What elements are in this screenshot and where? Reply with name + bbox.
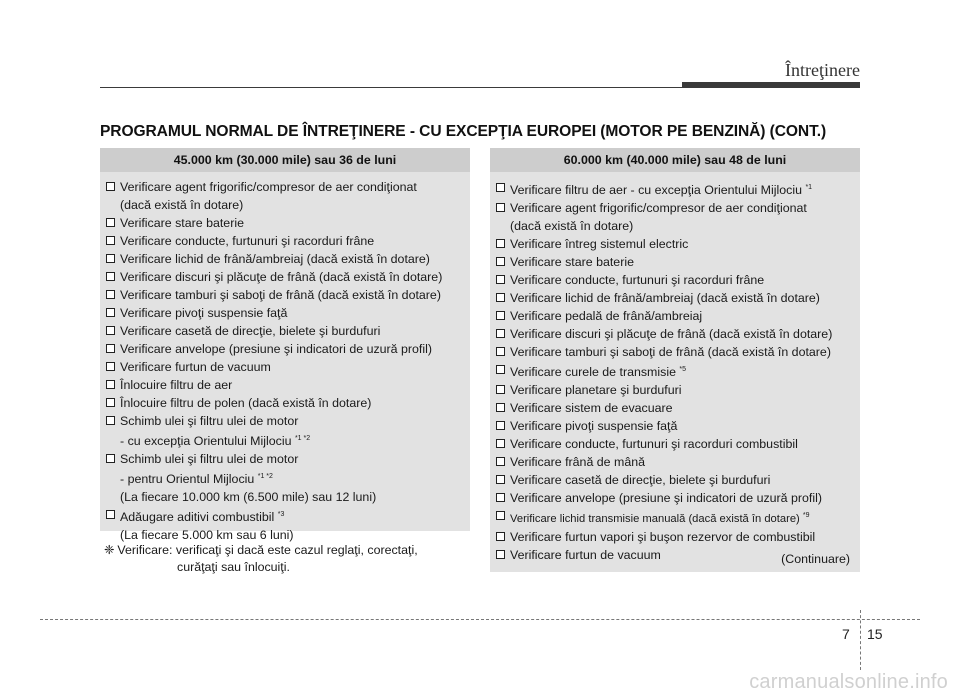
- item-text: Verificare pedală de frână/ambreiaj: [510, 309, 703, 323]
- item-subtext-label: (dacă există în dotare): [120, 198, 244, 212]
- item-text: Verificare agent frigorific/compresor de aer condiţionat: [510, 201, 807, 215]
- checklist-item: [100, 304, 470, 322]
- schedule-panel-45000km: [100, 148, 470, 542]
- checklist-item: [490, 507, 860, 528]
- checklist: [100, 172, 470, 544]
- note-symbol-icon: ❈: [104, 543, 115, 557]
- footnote-ref: *3: [277, 511, 285, 518]
- checkbox-icon: [496, 293, 505, 302]
- chapter-title: Întreţinere: [785, 60, 860, 80]
- checkbox-icon: [496, 421, 505, 430]
- item-text: Verificare conducte, furtunuri şi racorduri frâne: [120, 234, 375, 248]
- checklist-item: [490, 253, 860, 271]
- item-text: Verificare frână de mână: [510, 455, 645, 469]
- item-text: Verificare lichid de frână/ambreiaj (dacă există în dotare): [510, 291, 820, 305]
- checkbox-icon: [496, 183, 505, 192]
- note-line: Verificare: verificaţi şi dacă este cazul reglaţi, corectaţi,: [117, 543, 418, 557]
- panel-heading: 60.000 km (40.000 mile) sau 48 de luni: [490, 148, 860, 172]
- checklist-item: [100, 286, 470, 304]
- item-text: Schimb ulei şi filtru ulei de motor: [120, 414, 299, 428]
- item-text: Verificare stare baterie: [510, 255, 634, 269]
- checkbox-icon: [106, 454, 115, 463]
- item-text: Verificare sistem de evacuare: [510, 401, 673, 415]
- note-line: curăţaţi sau înlocuiţi.: [177, 560, 290, 574]
- checkbox-icon: [106, 362, 115, 371]
- checkbox-icon: [496, 532, 505, 541]
- item-text: Verificare întreg sistemul electric: [510, 237, 689, 251]
- checklist-item: [490, 435, 860, 453]
- panel-heading: 45.000 km (30.000 mile) sau 36 de luni: [100, 148, 470, 172]
- checkbox-icon: [496, 347, 505, 356]
- footnote-ref: *5: [679, 366, 687, 373]
- checklist-item: [100, 268, 470, 286]
- item-text: Verificare agent frigorific/compresor de aer condiţionat: [120, 180, 417, 194]
- checkbox-icon: [496, 493, 505, 502]
- item-text: Verificare furtun vapori şi buşon rezervor de combustibil: [510, 530, 816, 544]
- checklist-item: [490, 179, 860, 199]
- item-text: Verificare casetă de direcţie, bielete şi burdufuri: [510, 473, 771, 487]
- item-subtext: [510, 217, 856, 235]
- page-title: PROGRAMUL NORMAL DE ÎNTREŢINERE - CU EXCEPŢIA EUROPEI (MOTOR PE BENZINĂ) (CONT.): [100, 123, 827, 140]
- checklist-item: [100, 412, 470, 450]
- checklist-item: [100, 450, 470, 506]
- checklist-item: [490, 235, 860, 253]
- checklist-item: [100, 506, 470, 544]
- item-text: Verificare anvelope (presiune şi indicatori de uzură profil): [120, 342, 432, 356]
- item-text: Verificare discuri şi plăcuţe de frână (dacă există în dotare): [120, 270, 443, 284]
- checkbox-icon: [106, 218, 115, 227]
- checklist-item: [490, 325, 860, 343]
- item-text: Verificare discuri şi plăcuţe de frână (dacă există în dotare): [510, 327, 833, 341]
- item-text: Verificare casetă de direcţie, bielete şi burdufuri: [120, 324, 381, 338]
- item-subtext: (La fiecare 10.000 km (6.500 mile) sau 12 luni): [120, 490, 377, 504]
- item-subtext: [120, 196, 466, 214]
- checkbox-icon: [106, 182, 115, 191]
- checkbox-icon: [496, 457, 505, 466]
- checkbox-icon: [496, 439, 505, 448]
- schedule-panel-60000km: [490, 148, 860, 572]
- checkbox-icon: [106, 416, 115, 425]
- item-text: Verificare lichid de frână/ambreiaj (dacă există în dotare): [120, 252, 430, 266]
- checklist-item: [490, 453, 860, 471]
- checklist-item: [490, 199, 860, 235]
- item-text: Verificare curele de transmisie: [510, 365, 676, 379]
- checkbox-icon: [106, 308, 115, 317]
- watermark: carmanualsonline.info: [749, 671, 948, 693]
- checkbox-icon: [106, 272, 115, 281]
- footnote-ref: *1 *2: [294, 435, 311, 442]
- item-text: Verificare tamburi şi saboţi de frână (dacă există în dotare): [120, 288, 441, 302]
- checkbox-icon: [496, 365, 505, 374]
- footnote-ref: *1: [805, 184, 813, 191]
- item-subtext-label: - cu excepţia Orientului Mijlociu: [120, 434, 292, 448]
- chapter-number: 7: [842, 626, 850, 642]
- checkbox-icon: [106, 344, 115, 353]
- checkbox-icon: [106, 236, 115, 245]
- checkbox-icon: [496, 475, 505, 484]
- checklist: [490, 172, 860, 564]
- checkbox-icon: [496, 511, 505, 520]
- item-text: Verificare conducte, furtunuri şi racorduri combustibil: [510, 437, 798, 451]
- item-text: Verificare anvelope (presiune şi indicatori de uzură profil): [510, 491, 822, 505]
- item-text: Verificare pivoţi suspensie faţă: [510, 419, 678, 433]
- checkbox-icon: [496, 275, 505, 284]
- checklist-item: [490, 417, 860, 435]
- checklist-item: [490, 361, 860, 381]
- item-text: Verificare stare baterie: [120, 216, 244, 230]
- checklist-item: [490, 528, 860, 546]
- checklist-item: [100, 358, 470, 376]
- item-text: Verificare pivoţi suspensie faţă: [120, 306, 288, 320]
- checkbox-icon: [496, 311, 505, 320]
- footer-divider: [40, 619, 920, 620]
- checklist-item: [100, 250, 470, 268]
- item-text: Verificare conducte, furtunuri şi racorduri frâne: [510, 273, 765, 287]
- checklist-item: [100, 322, 470, 340]
- item-text: Verificare furtun de vacuum: [120, 360, 271, 374]
- checkbox-icon: [496, 239, 505, 248]
- footnote: [104, 542, 474, 576]
- item-text: Adăugare aditivi combustibil: [120, 510, 275, 524]
- checkbox-icon: [106, 254, 115, 263]
- checklist-item: [490, 307, 860, 325]
- checklist-item: [100, 214, 470, 232]
- item-subtext-label: (La fiecare 5.000 km sau 6 luni): [120, 528, 294, 542]
- item-subtext: [120, 430, 466, 450]
- checkbox-icon: [496, 550, 505, 559]
- item-subtext: [120, 468, 466, 488]
- item-text: Verificare filtru de aer - cu excepţia Orientului Mijlociu: [510, 183, 802, 197]
- checkbox-icon: [496, 329, 505, 338]
- checkbox-icon: [106, 380, 115, 389]
- item-text: Schimb ulei şi filtru ulei de motor: [120, 452, 299, 466]
- footnote-ref: *1 *2: [257, 473, 273, 480]
- checklist-item: [100, 394, 470, 412]
- checklist-item: [490, 289, 860, 307]
- item-text: Verificare tamburi şi saboţi de frână (dacă există în dotare): [510, 345, 831, 359]
- item-subtext-label: - pentru Orientul Mijlociu: [120, 472, 255, 486]
- checklist-item: [490, 489, 860, 507]
- checklist-item: [100, 178, 470, 214]
- item-text: Verificare planetare şi burdufuri: [510, 383, 682, 397]
- item-text: Verificare furtun de vacuum: [510, 548, 661, 562]
- checklist-item: [100, 232, 470, 250]
- continuation-label: (Continuare): [781, 552, 850, 566]
- checklist-item: [490, 381, 860, 399]
- checkbox-icon: [106, 398, 115, 407]
- checkbox-icon: [106, 290, 115, 299]
- checklist-item: [490, 343, 860, 361]
- checkbox-icon: [106, 326, 115, 335]
- footnote-ref: *9: [802, 512, 810, 519]
- checkbox-icon: [496, 257, 505, 266]
- item-text: Înlocuire filtru de polen (dacă există în dotare): [120, 396, 372, 410]
- checklist-item: [490, 471, 860, 489]
- item-text: Verificare lichid transmisie manuală (dacă există în dotare): [510, 513, 800, 525]
- checklist-item: [100, 340, 470, 358]
- checkbox-icon: [496, 385, 505, 394]
- header-rule: [100, 87, 860, 88]
- checklist-item: [100, 376, 470, 394]
- checkbox-icon: [496, 403, 505, 412]
- item-text: Înlocuire filtru de aer: [120, 378, 233, 392]
- page-number: 15: [867, 626, 883, 642]
- checkbox-icon: [496, 203, 505, 212]
- checklist-item: [490, 271, 860, 289]
- item-subtext-label: (dacă există în dotare): [510, 219, 634, 233]
- footer-vertical-divider: [860, 610, 861, 670]
- checklist-item: [490, 399, 860, 417]
- checkbox-icon: [106, 510, 115, 519]
